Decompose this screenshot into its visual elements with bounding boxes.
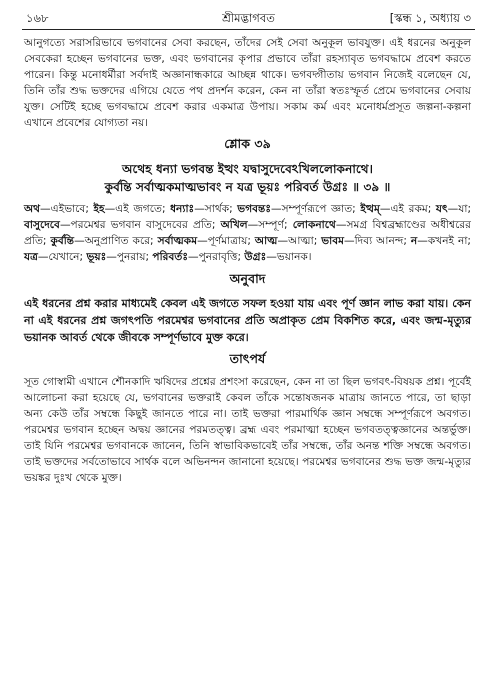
synonym-meaning: —দিব্য আনন্দ;: [344, 235, 411, 248]
book-title: শ্রীমদ্ভাগবত: [222, 11, 275, 25]
verse-heading: শ্লোক ৩৯: [224, 136, 271, 152]
synonym-word: পরিবর্তঃ: [152, 251, 188, 264]
synonym-meaning: —সমগ্র বিশ্বব্রহ্মাণ্ডের অধীশ্বরের প্রতি;: [24, 219, 471, 248]
synonym-word: ন: [410, 235, 418, 248]
translation-heading: অনুবাদ: [229, 271, 266, 287]
verse-line: কুর্বন্তি সর্বাত্মকমাত্মভাবং ন যত্র ভূয়ঃ পরিবর্ত উগ্রঃ ॥ ৩৯ ॥: [104, 180, 391, 195]
header-divider: [22, 29, 475, 30]
synonym-word: কুর্বন্তি: [50, 235, 75, 248]
synonym-word: ইত্থম্: [360, 203, 380, 216]
synonym-meaning: —সম্পূর্ণ;: [247, 219, 293, 232]
synonym-word: ভগবন্তঃ: [237, 203, 271, 216]
verse-line: অথেহ ধন্যা ভগবন্ত ইত্থং যদ্বাসুদেবেঽখিললোকনাথে।: [121, 162, 374, 177]
synonym-word: উগ্রঃ: [244, 251, 267, 264]
synonym-meaning: —আত্মা;: [277, 235, 322, 248]
synonym-word: আত্ম: [254, 235, 278, 248]
synonym-meaning: —যা;: [447, 203, 472, 216]
purport-heading: তাৎপর্য: [229, 351, 266, 367]
page-number: ১৬৮: [26, 11, 49, 25]
synonym-meaning: —অনুপ্রাণিত করে;: [74, 235, 158, 248]
purport-text: সূত গোস্বামী এখানে শৌনকাদি ঋষিদের প্রশ্নের প্রশংসা করেছেন, কেন না তা ছিল ভগবৎ-বিষয়ক প্রশ্ন। পূর্বেই আলোচনা করা হয়েছে যে, ভগবানের ভক্তরাই কেবল তাঁকে সন্তোষজনক মাত্রায় জানতে পারে, তা ছাড়া অন্য কেউ তাঁর সম্বন্ধে কিছুই জানতে পারে না। তাই ভক্তরা পারমার্থিক জ্ঞান সম্বন্ধে সম্পূর্ণরূপে অবগত। পরমেশ্বর ভগবান হচ্ছেন অদ্বয় জ্ঞানের পরমতত্ত্ব। ব্রহ্ম এবং পরমাত্মা হচ্ছেন ভগবতত্ত্বজ্ঞানের অন্তর্ভুক্ত। তাই যিনি পরমেশ্বর ভগবানকে জানেন, তিনি স্বাভাবিকভাবেই তাঁর সম্বন্ধে, তাঁর অনন্ত শক্তি সম্বন্ধে অবগত। তাই ভক্তদের সর্বতোভাবে সার্থক বলে অভিনন্দন জানানো হয়েছে। পরমেশ্বর ভগবানের শুদ্ধ ভক্ত জন্ম-মৃত্যুর ভয়ঙ্কর দুঃখ থেকে মুক্ত।: [24, 376, 471, 484]
synonym-meaning: —সার্থক;: [194, 203, 238, 216]
synonym-word: লোকনাথে: [292, 219, 336, 232]
synonym-meaning: —এইভাবে;: [40, 203, 94, 216]
page-header: [22, 8, 475, 28]
synonym-word: যত্র: [24, 251, 38, 264]
synonym-meaning: —পুনরাবৃত্তি;: [187, 251, 245, 264]
synonym-meaning: —সম্পূর্ণরূপে জ্ঞাত;: [270, 203, 361, 216]
synonym-word: ভূয়ঃ: [86, 251, 107, 264]
synonym-word: অথ: [24, 203, 41, 216]
chapter-reference: [স্কন্ধ ১, অধ্যায় ৩: [389, 11, 471, 25]
synonym-word: বাসুদেবে: [24, 219, 60, 232]
synonym-word: যৎ: [435, 203, 448, 216]
synonym-meaning: —এই জগতে;: [104, 203, 171, 216]
synonym-word: সর্বাত্মকম: [157, 235, 198, 248]
verse-text: [24, 160, 471, 196]
synonym-word: ইহ: [93, 203, 105, 216]
synonym-meaning: —পরমেশ্বর ভগবান বাসুদেবের প্রতি;: [59, 219, 221, 232]
intro-paragraph: আনুগত্যে সরাসরিভাবে ভগবানের সেবা করছেন, তাঁদের সেই সেবা অনুকূল ভাবযুক্ত। এই ধরনের অনুকূল সেবকেরা হচ্ছেন ভগবানের ভক্ত, এবং ভগবানের কৃপার প্রভাবে তাঁরা রহস্যাবৃত ভগবদ্ধামে প্রবেশ করতে পারেন। কিন্তু মনোধর্মীরা সর্বদাই অজ্ঞানান্ধকারে আচ্ছন্ন থাকে। ভগবদ্গীতায় ভগবান নিজেই বলেছেন যে, তিনি তাঁর শুদ্ধ ভক্তদের এগিয়ে যেতে পথ প্রদর্শন করেন, কেন না তাঁরা স্বতঃস্ফূর্ত প্রেমে ভগবানের সেবায় যুক্ত। সেটিই হচ্ছে ভগবদ্ধামে প্রবেশ করার একমাত্র উপায়। সকাম কর্ম এবং মনোধর্মপ্রসূত জল্পনা-কল্পনা এখানে প্রবেশের যোগ্যতা নয়।: [24, 37, 471, 129]
synonym-meaning: —কখনই না;: [417, 235, 471, 248]
synonym-word: ধন্যাঃ: [170, 203, 195, 216]
page-body: [24, 36, 471, 486]
synonym-meaning: —এই রকম;: [379, 203, 436, 216]
translation-text: এই ধরনের প্রশ্ন করার মাধ্যমেই কেবল এই জগতে সফল হওয়া যায় এবং পূর্ণ জ্ঞান লাভ করা যায়। কেন না এই ধরনের প্রশ্ন জগৎপতি পরমেশ্বর ভগবানের প্রতি অপ্রাকৃত প্রেম বিকশিত করে, এবং জন্ম-মৃত্যুর ভয়ানক আবর্ত থেকে জীবকে সম্পূর্ণভাবে মুক্ত করে।: [24, 297, 471, 345]
synonym-word: ভাবম: [321, 235, 345, 248]
synonym-meaning: —পুনরায়;: [106, 251, 153, 264]
synonyms-block: [24, 202, 471, 266]
synonym-meaning: —যেখানে;: [37, 251, 87, 264]
synonym-word: অখিল: [220, 219, 248, 232]
synonym-meaning: —পূর্ণমাত্রায়;: [197, 235, 255, 248]
synonym-meaning: —ভয়ানক।: [266, 251, 312, 264]
